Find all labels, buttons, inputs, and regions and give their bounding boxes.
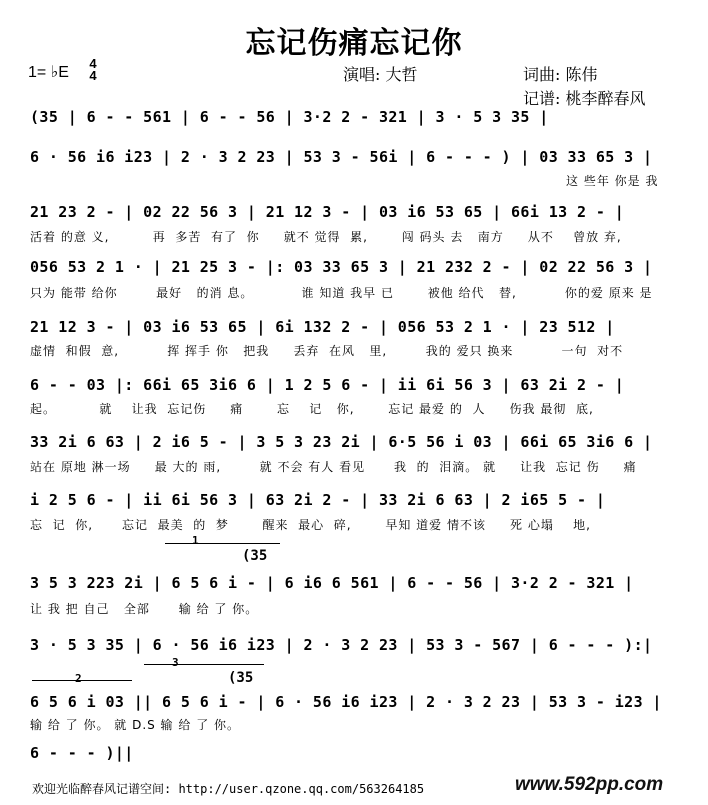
time-signature xyxy=(86,58,100,82)
lyric-row-7: 站在 原地 淋一场 最 大的 雨, 就 不会 有人 看见 我 的 泪滴。 就 让我 忘记 伤 痛 xyxy=(30,460,637,474)
score-row-7: 33 2i 6 63 | 2 i6 5 - | 3 5 3 23 2i | 6·5 56 i 03 | 66i 65 3i6 6 | xyxy=(30,433,653,451)
score-row-1: (35 | 6 - - 561 | 6 - - 56 | 3·2 2 - 321 | 3 · 5 3 35 | xyxy=(30,108,549,126)
score-row-8: i 2 5 6 - | ii 6i 56 3 | 63 2i 2 - | 33 2i 6 63 | 2 i65 5 - | xyxy=(30,491,606,509)
lyric-row-4: 只为 能带 给你 最好 的消 息。 谁 知道 我早 已 被他 给代 替, 你的爱 原来 是 xyxy=(30,286,653,300)
lyric-row-6: 起。 就 让我 忘记伤 痛 忘 记 你, 忘记 最爱 的 人 伤我 最彻 底, xyxy=(30,402,594,416)
lyric-row-2: 这 些年 你是 我 xyxy=(566,174,659,188)
score-row-12: 6 - - - )|| xyxy=(30,744,134,762)
volta-line-3 xyxy=(144,664,264,665)
meter-bottom: 4 xyxy=(89,68,97,83)
lyric-row-11: 输 给 了 你。 就 D.S 输 给 了 你。 xyxy=(30,718,241,732)
volta-1-label: 1 xyxy=(192,534,199,547)
score-row-5: 21 12 3 - | 03 i6 53 65 | 6i 132 2 - | 056 53 2 1 · | 23 512 | xyxy=(30,318,615,336)
singer-credit: 演唱: 大哲 xyxy=(343,65,418,84)
score-row-2: 6 · 56 i6 i23 | 2 · 3 2 23 | 53 3 - 56i | 6 - - - ) | 03 33 65 3 | xyxy=(30,148,653,166)
site-logo: www.592pp.com xyxy=(515,774,664,795)
score-row-10: 3 · 5 3 35 | 6 · 56 i6 i23 | 2 · 3 2 23 | 53 3 - 567 | 6 - - - ):| xyxy=(30,636,653,654)
transcriber-credit: 记谱: 桃李醉春风 xyxy=(523,89,646,108)
song-title: 忘记伤痛忘记你 xyxy=(245,26,463,61)
volta-line-1 xyxy=(165,543,280,544)
lyric-row-5: 虚情 和假 意, 挥 挥手 你 把我 丢弃 在风 里, 我的 爱只 换来 一句 对不 xyxy=(30,344,624,358)
score-row-6: 6 - - 03 |: 66i 65 3i6 6 | 1 2 5 6 - | ii 6i 56 3 | 63 2i 2 - | xyxy=(30,376,625,394)
meter-top: 4 xyxy=(89,56,97,71)
volta-2-label: 2 xyxy=(75,672,82,685)
score-row-11: 6 5 6 i 03 || 6 5 6 i - | 6 · 56 i6 i23 | 2 · 3 2 23 | 53 3 - i23 | xyxy=(30,693,662,711)
lyric-row-9: 让 我 把 自己 全部 输 给 了 你。 xyxy=(30,602,259,616)
composer-credit: 词曲: 陈伟 xyxy=(523,65,598,84)
volta-3-label: 3 xyxy=(172,656,179,669)
score-row-4: 056 53 2 1 · | 21 25 3 - |: 03 33 65 3 | 21 232 2 - | 02 22 56 3 | xyxy=(30,258,653,276)
pickup-b: (35 xyxy=(228,670,254,686)
volta-line-2 xyxy=(32,680,132,681)
lyric-row-8: 忘 记 你, 忘记 最美 的 梦 醒来 最心 碎, 早知 道爱 情不该 死 心塌 地, xyxy=(30,518,591,532)
key-signature: 1= ♭E xyxy=(28,64,69,81)
pickup-a: (35 xyxy=(242,548,268,564)
lyric-row-3: 活着 的意 义, 再 多苦 有了 你 就不 觉得 累, 闯 码头 去 南方 从不 曾放 弃, xyxy=(30,230,622,244)
score-row-9: 3 5 3 223 2i | 6 5 6 i - | 6 i6 6 561 | 6 - - 56 | 3·2 2 - 321 | xyxy=(30,574,634,592)
footer-link-text: 欢迎光临醉春风记谱空间: http://user.qzone.qq.com/563264185 xyxy=(32,782,425,796)
score-row-3: 21 23 2 - | 02 22 56 3 | 21 12 3 - | 03 i6 53 65 | 66i 13 2 - | xyxy=(30,203,625,221)
